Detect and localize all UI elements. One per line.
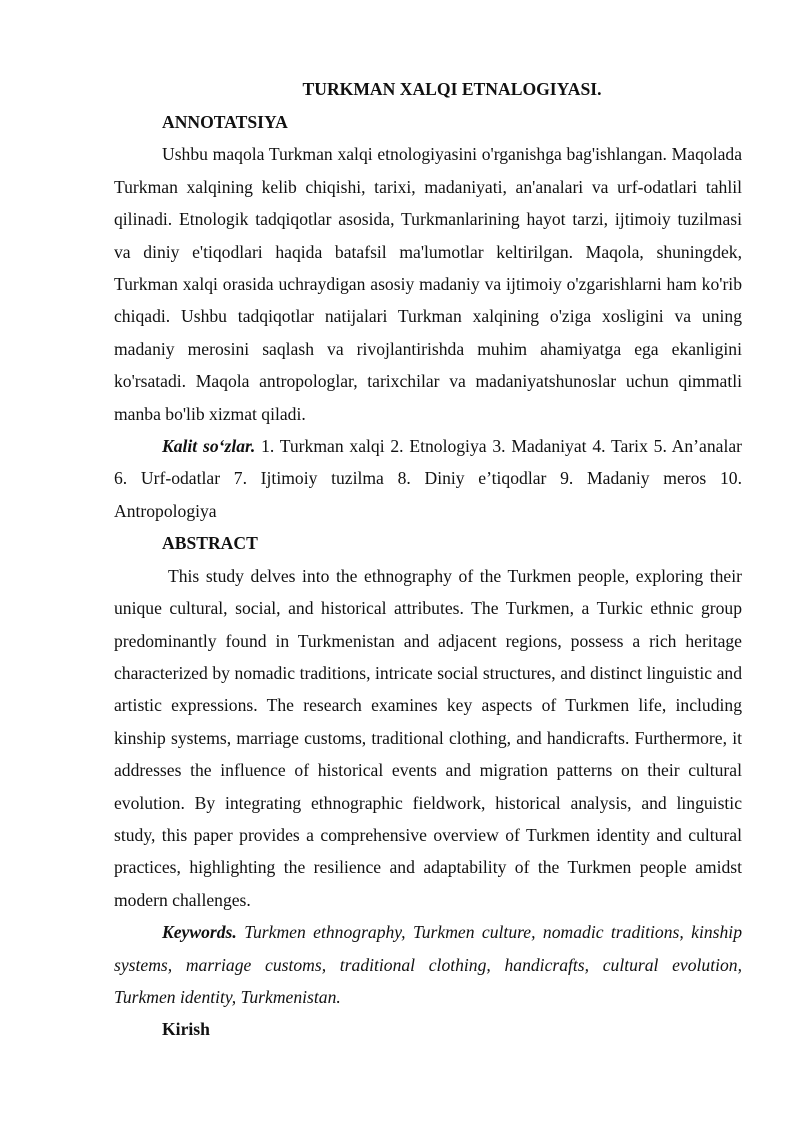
intro-heading: Kirish — [162, 1019, 210, 1040]
uz-keywords-label: Kalit so‘zlar. — [162, 436, 256, 457]
uz-keywords-paragraph — [114, 430, 742, 527]
en-keywords-label: Keywords. — [162, 922, 237, 943]
abstract-paragraph: This study delves into the ethnography of the Turkmen people, exploring their unique cultural, social, and historical attributes. The Turkmen, a Turkic ethnic group predominantly found in Turkmenistan and adjacent regions, possess a rich heritage characterized by nomadic traditions, intricate social structures, and distinct linguistic and artistic expressions. The research examines key aspects of Turkmen life, including kinship systems, marriage customs, traditional clothing, and handicrafts. Furthermore, it addresses the influence of historical events and migration patterns on their cultural evolution. By integrating ethnographic fieldwork, historical analysis, and linguistic study, this paper provides a comprehensive overview of Turkmen identity and cultural practices, highlighting the resilience and adaptability of the Turkmen people amidst modern challenges. — [114, 565, 742, 910]
en-keywords-text: Turkmen ethnography, Turkmen culture, nomadic traditions, kinship systems, marriage customs, traditional clothing, handicrafts, cultural evolution, Turkmen identity, Turkmenistan. — [114, 922, 742, 1007]
document-title: TURKMAN XALQI ETNALOGIYASI. — [302, 79, 602, 99]
en-keywords-paragraph — [114, 916, 742, 1013]
annotation-heading: ANNOTATSIYA — [162, 112, 288, 132]
uz-keywords-text: 1. Turkman xalqi 2. Etnologiya 3. Madaniyat 4. Tarix 5. An’analar 6. Urf-odatlar 7. Ijtimoiy tuzilma 8. Diniy e’tiqodlar 9. Madaniy meros 10. Antropologiya — [114, 436, 742, 521]
document-body — [114, 106, 742, 1046]
annotation-paragraph: Ushbu maqola Turkman xalqi etnologiyasini o'rganishga bag'ishlangan. Maqolada Turkman xalqining kelib chiqishi, tarixi, madaniyati, an'analari va urf-odatlari tahlil qilinadi. Etnologik tadqiqotlar asosida, Turkmanlarining hayot tarzi, ijtimoiy tuzilmasi va diniy e'tiqodlari haqida batafsil ma'lumotlar keltirilgan. Maqola, shuningdek, Turkman xalqi orasida uchraydigan asosiy madaniy va ijtimoiy o'zgarishlarni ham ko'rib chiqadi. Ushbu tadqiqotlar natijalari Turkman xalqining o'ziga xosligini va uning madaniy merosini saqlash va rivojlantirishda muhim ahamiyatga ega ekanligini ko'rsatadi. Maqola antropologlar, tarixchilar va madaniyatshunoslar uchun qimmatli manba bo'lib xizmat qiladi. — [114, 144, 742, 424]
abstract-heading: ABSTRACT — [162, 533, 258, 554]
